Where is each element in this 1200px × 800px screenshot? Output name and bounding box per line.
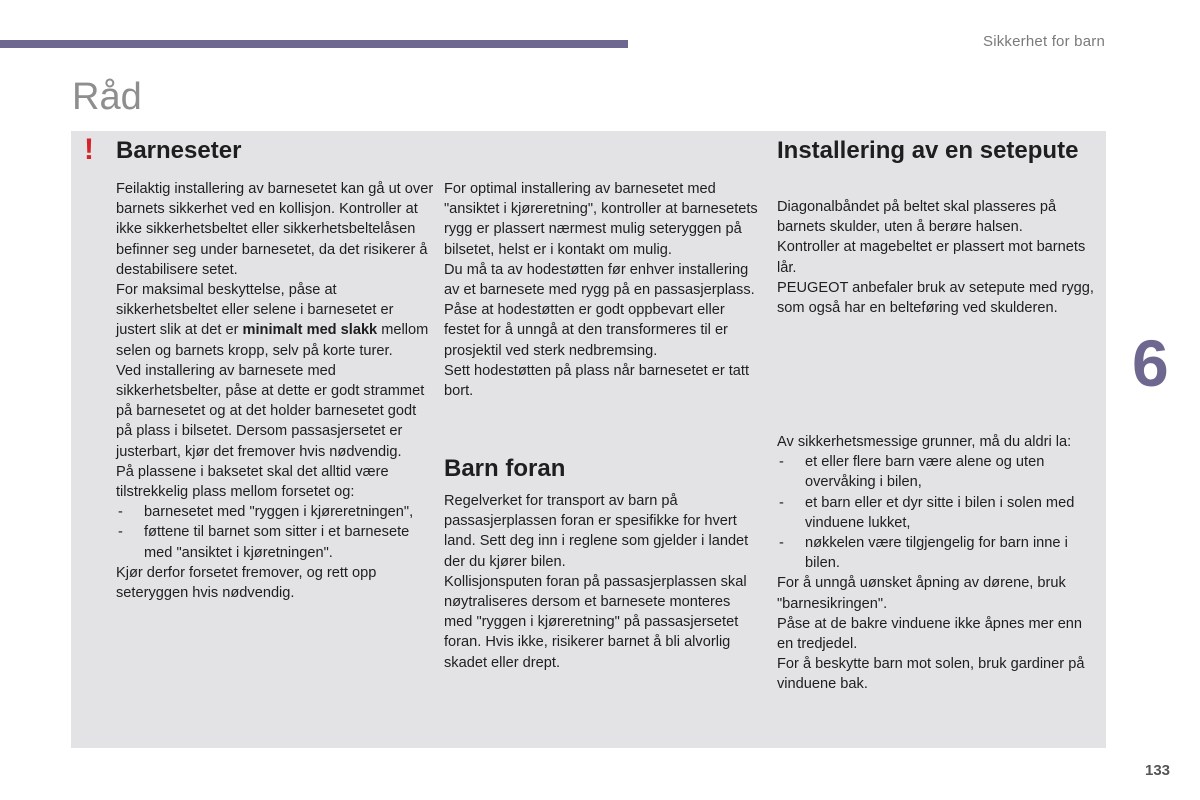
chapter-number: 6 [1132,326,1169,400]
paragraph: Av sikkerhetsmessige grunner, må du aldri la: [777,434,1072,450]
paragraph: Du må ta av hodestøtten før enhver installering av et barnesete med rygg på en passasjerplass. [444,261,755,299]
bold-emphasis: minimalt med slakk [242,322,378,339]
heading-setepute: Installering av en setepute [777,137,1079,164]
paragraph: På plassene i baksetet skal det alltid være tilstrekkelig plass mellom forsetet og: [116,463,389,501]
heading-barneseter: Barneseter [116,137,242,164]
paragraph: Kontroller at magebeltet er plassert mot barnets lår. [777,239,1086,276]
column-barneseter [116,179,434,603]
paragraph: Regelverket for transport av barn på passasjerplassen foran er spesifikke for hvert land. Sett deg inn i reglene som gjelder i landet der du kjører bilen. [444,493,749,570]
section-label: Sikkerhet for barn [983,33,1105,50]
paragraph: Diagonalbåndet på beltet skal plasseres på barnets skulder, uten å berøre halsen. [777,199,1057,236]
paragraph: Feilaktig installering av barnesetet kan gå ut over barnets sikkerhet ved en kollisjon. Kontroller at ikke sikkerhetsbeltet eller sikkerhetsbeltelåsen befinner seg under barnesetet, da det risikerer å destabilisere setet. [116,181,434,278]
list-item: - et barn eller et dyr sitte i bilen i solen med vinduene lukket, [777,493,1095,533]
list-item: - føttene til barnet som sitter i et barnesete med "ansiktet i kjøretningen". [116,522,434,562]
column-hodestotte [444,179,760,401]
column-sikkerhet [777,432,1095,695]
paragraph: For maksimal beskyttelse, påse at sikkerhetsbeltet eller selene i barnesetet er justert slik at det er minimalt med slakk mellom selen og barnets kropp, selv på korte turer. [116,282,429,359]
paragraph: Kollisjonsputen foran på passasjerplassen skal nøytraliseres dersom et barnesete monteres med "ryggen i kjøreretning" på passasjersetet foran. Hvis ikke, risikerer barnet å bli alvorlig skadet eller drept. [444,573,747,671]
paragraph: For å unngå uønsket åpning av dørene, bruk "barnesikringen". [777,575,1066,612]
list-item: - barnesetet med "ryggen i kjøreretningen", [116,502,434,522]
page-title: Råd [72,76,142,118]
paragraph: PEUGEOT anbefaler bruk av setepute med rygg, som også har en belteføring ved skulderen. [777,279,1094,317]
list-item: - nøkkelen være tilgjengelig for barn inne i bilen. [777,533,1095,573]
bullet-list [116,502,434,563]
paragraph: Ved installering av barnesete med sikkerhetsbelter, påse at dette er godt strammet på barnesetet og at det holder barnesetet godt på plass i bilsetet. Dersom passasjersetet er justerbart, kjør det fremover hvis nødvendig. [116,362,425,460]
heading-barn-foran: Barn foran [444,455,566,482]
list-item: - et eller flere barn være alene og uten overvåking i bilen, [777,452,1095,492]
page-number: 133 [1145,762,1171,779]
paragraph: For å beskytte barn mot solen, bruk gardiner på vinduene bak. [777,656,1085,693]
header-accent-bar [0,40,628,48]
paragraph: Påse at de bakre vinduene ikke åpnes mer enn en tredjedel. [777,615,1083,653]
bullet-list [777,452,1095,573]
column-barn-foran [444,491,760,673]
paragraph: Sett hodestøtten på plass når barnesetet er tatt bort. [444,362,750,400]
exclamation-warning-icon: ! [84,133,94,166]
paragraph: For optimal installering av barnesetet med "ansiktet i kjøreretning", kontroller at barnesetets rygg er plassert nærmest mulig seteryggen på bilsetet, helst er i kontakt om mulig. [444,181,758,258]
column-setepute [777,197,1095,318]
paragraph: Påse at hodestøtten er godt oppbevart eller festet for å unngå at den transformeres til er prosjektil ved sterk nedbremsing. [444,302,728,359]
paragraph: Kjør derfor forsetet fremover, og rett opp seteryggen hvis nødvendig. [116,564,377,602]
